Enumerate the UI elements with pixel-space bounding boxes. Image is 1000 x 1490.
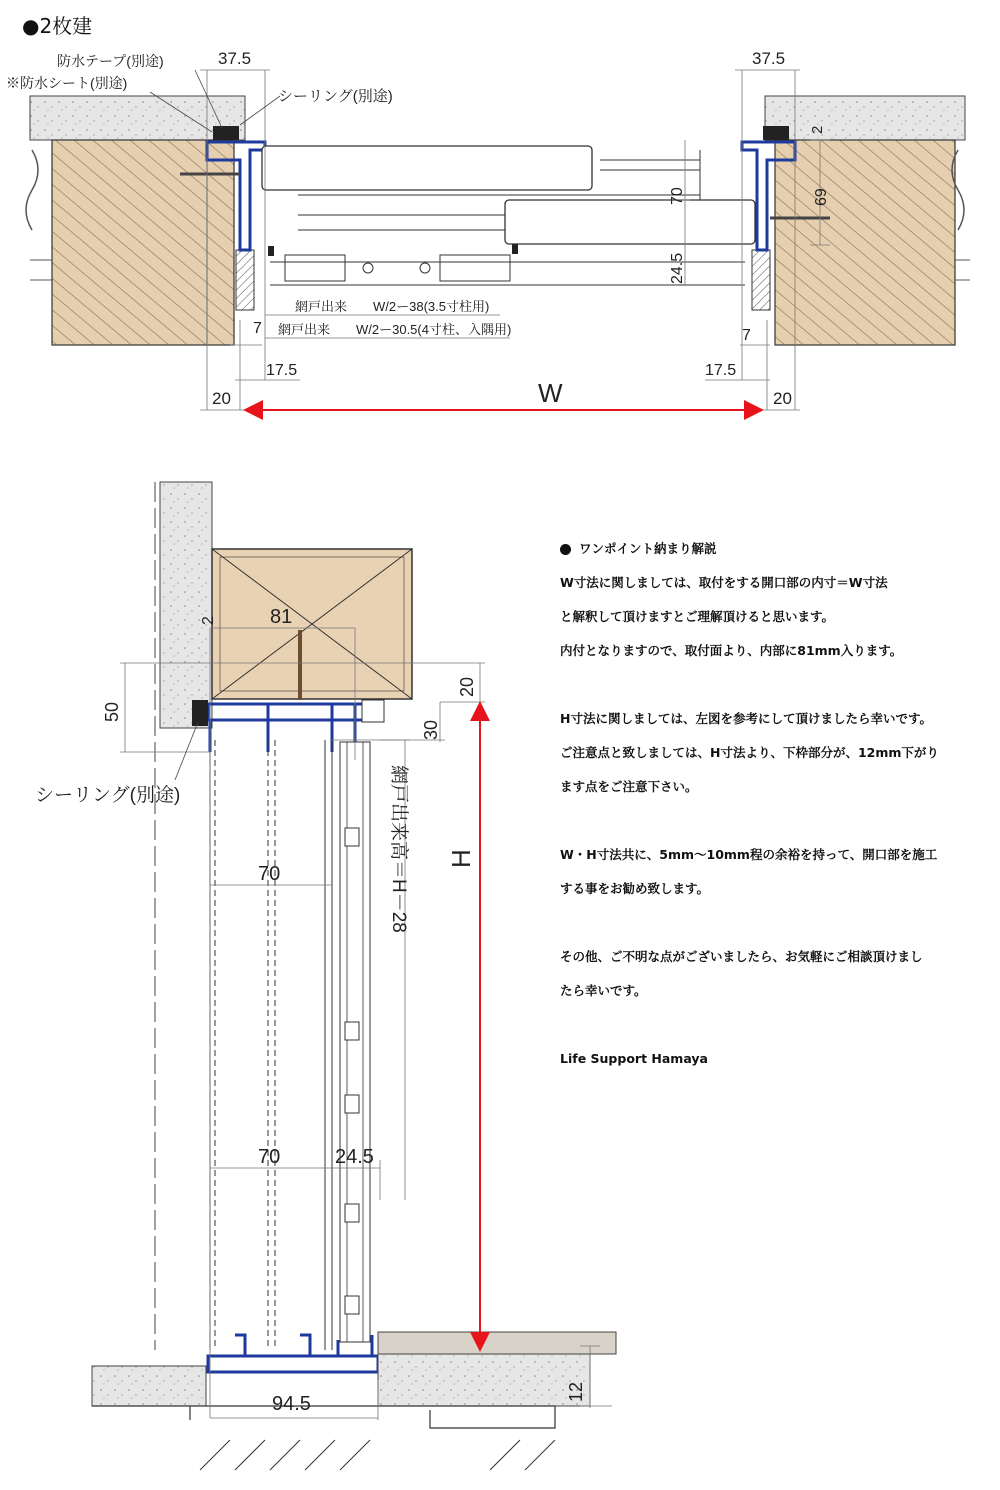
- screen-right: [440, 255, 510, 281]
- dim-left-20: 20: [212, 389, 231, 408]
- dim-right-20: 20: [773, 389, 792, 408]
- dim-70-bottom: 70: [258, 1146, 281, 1168]
- dim-30: 30: [421, 719, 441, 740]
- dim-50: 50: [102, 701, 122, 722]
- slab: [378, 1354, 590, 1406]
- right-post: [775, 140, 955, 345]
- explanation-para-2: H寸法に関しましては、左図を参考にして頂けましたら幸いです。 ご注意点と致しましては、H寸法より、下枠部分が、12mm下がり ます点をご注意下さい。: [560, 711, 939, 794]
- screen-left: [285, 255, 345, 281]
- exterior-floor: [92, 1366, 206, 1406]
- dim-right-37-5: 37.5: [752, 49, 786, 68]
- dim-right-2: 2: [809, 125, 826, 134]
- upper-wall: [160, 482, 212, 728]
- explanation-panel: [560, 532, 980, 1076]
- plan-view: [6, 49, 970, 410]
- dim-right-69: 69: [813, 188, 830, 206]
- section-view: [35, 482, 616, 1470]
- sill-frame: [208, 1356, 378, 1372]
- screen-size-label-1: 網戸出来 W/2ー38(3.5寸柱用): [295, 299, 490, 314]
- dim-left-17-5: 17.5: [266, 362, 298, 379]
- plan-sealing-label: シーリング(別途): [278, 88, 393, 105]
- head-frame: [208, 704, 365, 720]
- dim-70-top: 70: [258, 863, 281, 885]
- screen-height-label: 網戸出来高＝H－28: [388, 765, 409, 933]
- dim-right-7: 7: [742, 327, 751, 344]
- waterproof-sheet-label: ※防水シート(別途): [6, 75, 128, 91]
- explanation-para-1: W寸法に関しましては、取付をする開口部の内寸＝W寸法 と解釈して頂けますとご理解頂けると思います。 内付となりますので、取付面より、内部に81mm入ります。: [560, 575, 903, 658]
- explanation-para-4: その他、ご不明な点がございましたら、お気軽にご相談頂けまし たら幸いです。: [560, 949, 923, 998]
- waterproof-tape-label: 防水テープ(別途): [57, 53, 164, 69]
- explanation-para-3: W・H寸法共に、5mm～10mm程の余裕を持って、開口部を施工 する事をお勧め致します。: [560, 847, 938, 896]
- dim-left-7: 7: [253, 320, 262, 337]
- interior-floor: [378, 1332, 616, 1354]
- dim-20: 20: [457, 676, 477, 697]
- dim-94-5: 94.5: [272, 1393, 311, 1415]
- bullet-icon: [560, 544, 571, 555]
- dim-12: 12: [566, 1381, 586, 1402]
- left-wall-plaster: [30, 96, 245, 140]
- signature: Life Support Hamaya: [560, 1051, 708, 1066]
- dim-24-5: 24.5: [669, 252, 686, 284]
- explanation-heading-row: [560, 532, 980, 566]
- dim-left-37-5: 37.5: [218, 49, 252, 68]
- dim-width-w: W: [538, 378, 563, 408]
- section-sealing-label: シーリング(別途): [35, 785, 181, 806]
- dim-24-5-section: 24.5: [335, 1146, 374, 1168]
- explanation-heading: ワンポイント納まり解説: [579, 541, 717, 556]
- page-title: ●2枚建: [22, 14, 93, 38]
- dim-h: H: [446, 849, 476, 868]
- sash-inner: [505, 200, 755, 244]
- dim-right-17-5: 17.5: [705, 362, 737, 379]
- dim-81: 81: [270, 606, 293, 628]
- dim-2: 2: [200, 616, 217, 625]
- sash-outer: [262, 146, 592, 190]
- dim-70: 70: [669, 187, 686, 205]
- screen-size-label-2: 網戸出来 W/2ー30.5(4寸柱、入隅用): [278, 322, 512, 337]
